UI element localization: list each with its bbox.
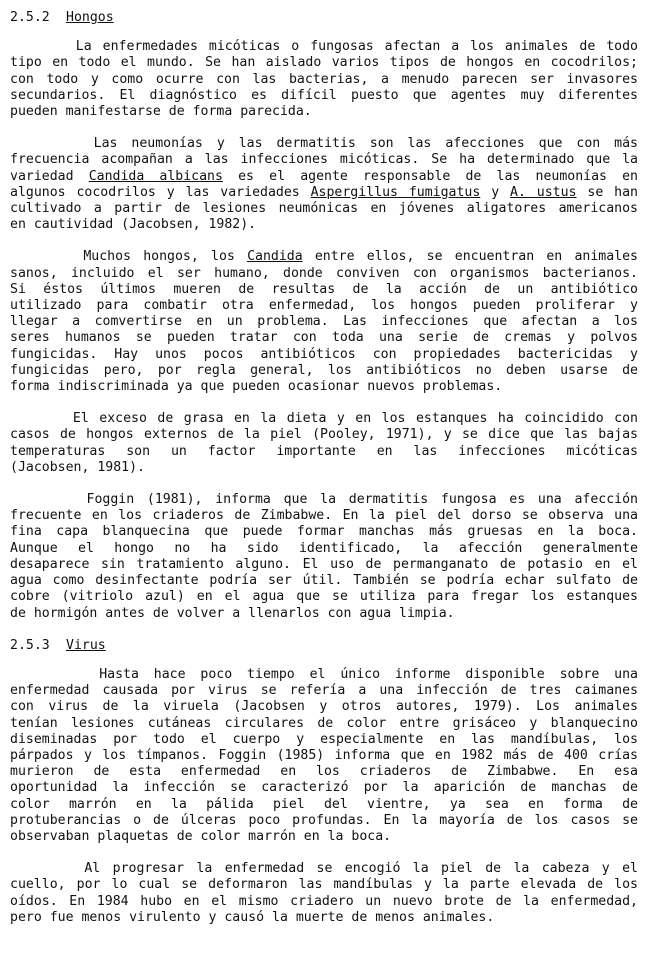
text-line (10, 249, 638, 265)
text-line: tipo en todo el mundo. Se han aislado varios tipos de hongos en cocodrilos; (10, 55, 638, 71)
section-heading-virus (10, 638, 638, 654)
text-span: Muchos hongos, los (10, 249, 248, 265)
text-line: pero fue menos virulento y causó la muerte de menos animales. (10, 909, 495, 925)
text-line: fina capa blanquecina que puede formar manchas más gruesas en la boca. (10, 524, 638, 540)
text-line: temperaturas son un factor importante en las infecciones micóticas (10, 443, 638, 459)
species-name: A. ustus (510, 184, 577, 200)
species-name: Candida albicans (88, 168, 223, 184)
section-number: 2.5.3 (10, 637, 50, 653)
text-span: y (480, 184, 511, 200)
paragraph (10, 861, 638, 926)
text-line: cobre (vitriolo azul) en el agua que se utiliza para fregar los estanques (10, 589, 638, 605)
text-line: Hasta hace poco tiempo el único informe disponible sobre una (10, 666, 638, 682)
paragraph (10, 667, 638, 845)
text-line: Aunque el hongo no ha sido identificado, la afección generalmente (10, 540, 638, 556)
text-span: variedad (10, 168, 89, 184)
text-line: frecuencia acompañan a las infecciones micóticas. Se ha determinado que la (10, 152, 638, 168)
section-heading-fungi (10, 10, 638, 26)
text-line: observaban plaquetas de color marrón en la boca. (10, 828, 392, 844)
section-title: Hongos (66, 10, 114, 25)
text-line: cultivado a partir de lesiones neumónicas en jóvenes aligatores americanos (10, 201, 638, 217)
text-span: es el agente responsable de las neumonías en (222, 168, 638, 184)
paragraph (10, 492, 638, 622)
text-line: tenían lesiones cutáneas circulares de color entre grisáceo y blanquecino (10, 715, 638, 731)
section-title: Virus (66, 637, 106, 653)
species-name: Aspergillus fumigatus (310, 184, 481, 200)
text-line: párpados y los tímpanos. Foggin (1985) informa que en 1982 más de 400 crías (10, 747, 638, 763)
species-name: Candida (247, 249, 303, 265)
text-line: Si éstos últimos mueren de resultas de la acción de un antibiótico (10, 281, 638, 297)
text-line: frecuente en los criaderos de Zimbabwe. En la piel del dorso se observa una (10, 508, 638, 524)
text-line: con virus de la viruela (Jacobsen y otros autores, 1979). Los animales (10, 699, 638, 715)
text-line: fungicidas pero, por regla general, los antibióticos no deben usarse de (10, 362, 638, 378)
text-line: enfermedad causada por virus se refería a una infección de tres caimanes (10, 683, 638, 699)
text-line: seres humanos se pueden tratar con toda una serie de cremas y polvos (10, 330, 638, 346)
text-span: algunos cocodrilos y las variedades (10, 184, 311, 200)
document-page (10, 10, 638, 926)
text-line: llegar a comvertirse en un problema. Las infecciones que afectan a los (10, 314, 638, 330)
text-line: sanos, incluido el ser humano, donde conviven con organismos bacterianos. (10, 265, 638, 281)
text-line: protuberancias o de úlceras poco profundas. En la mayoría de los casos se (10, 812, 638, 828)
text-line: oportunidad la infección se caracterizó por la aparición de manchas de (10, 780, 638, 796)
text-line: Foggin (1981), informa que la dermatitis fungosa es una afección (10, 492, 638, 508)
text-line: cuello, por lo cual se deformaron las mandíbulas y la parte elevada de los (10, 877, 638, 893)
text-line: La enfermedades micóticas o fungosas afectan a los animales de todo (10, 39, 638, 55)
text-span: se han (576, 184, 638, 200)
text-line: desaparece sin tratamiento alguno. El uso de permanganato de potasio en el (10, 556, 638, 572)
text-line: con todo y como ocurre con las bacterias, a menudo parecen ser invasores (10, 71, 638, 87)
text-line: de hormigón antes de volver a llenarlos con agua limpia. (10, 605, 455, 621)
text-line: secundarios. El diagnóstico es difícil puesto que agentes muy diferentes (10, 87, 638, 103)
text-line: utilizado para combatir otra enfermedad, los hongos pueden proliferar y (10, 298, 638, 314)
text-line: diseminadas por todo el cuerpo y especialmente en las mandíbulas, los (10, 731, 638, 747)
text-line: Al progresar la enfermedad se encogió la piel de la cabeza y el (10, 861, 638, 877)
paragraph (10, 411, 638, 476)
text-line: en cautividad (Jacobsen, 1982). (10, 217, 257, 233)
text-line: color marrón en la pálida piel del vientre, ya sea en forma de (10, 796, 638, 812)
section-number: 2.5.2 (10, 10, 50, 25)
text-line: El exceso de grasa en la dieta y en los estanques ha coincidido con (10, 411, 638, 427)
text-line (10, 185, 638, 201)
text-line: casos de hongos externos de la piel (Pooley, 1971), y se dice que las bajas (10, 427, 638, 443)
text-line: forma indiscriminada ya que pueden ocasionar nuevos problemas. (10, 379, 503, 395)
text-line: murieron de esta enfermedad en los criaderos de Zimbabwe. En esa (10, 764, 638, 780)
text-line: Las neumonías y las dermatitis son las afecciones que con más (10, 136, 638, 152)
text-line: agua como desinfectante podría ser útil. También se podría echar sulfato de (10, 573, 638, 589)
paragraph (10, 136, 638, 233)
text-line (10, 169, 638, 185)
text-line: oídos. En 1984 hubo en el mismo criadero un nuevo brote de la enfermedad, (10, 893, 638, 909)
text-line: pueden manifestarse de forma parecida. (10, 104, 312, 120)
text-line: fungicidas. Hay unos pocos antibióticos con propiedades bactericidas y (10, 346, 638, 362)
text-line: (Jacobsen, 1981). (10, 459, 145, 475)
text-span: entre ellos, se encuentran en animales (302, 249, 638, 265)
paragraph (10, 39, 638, 120)
paragraph (10, 249, 638, 395)
